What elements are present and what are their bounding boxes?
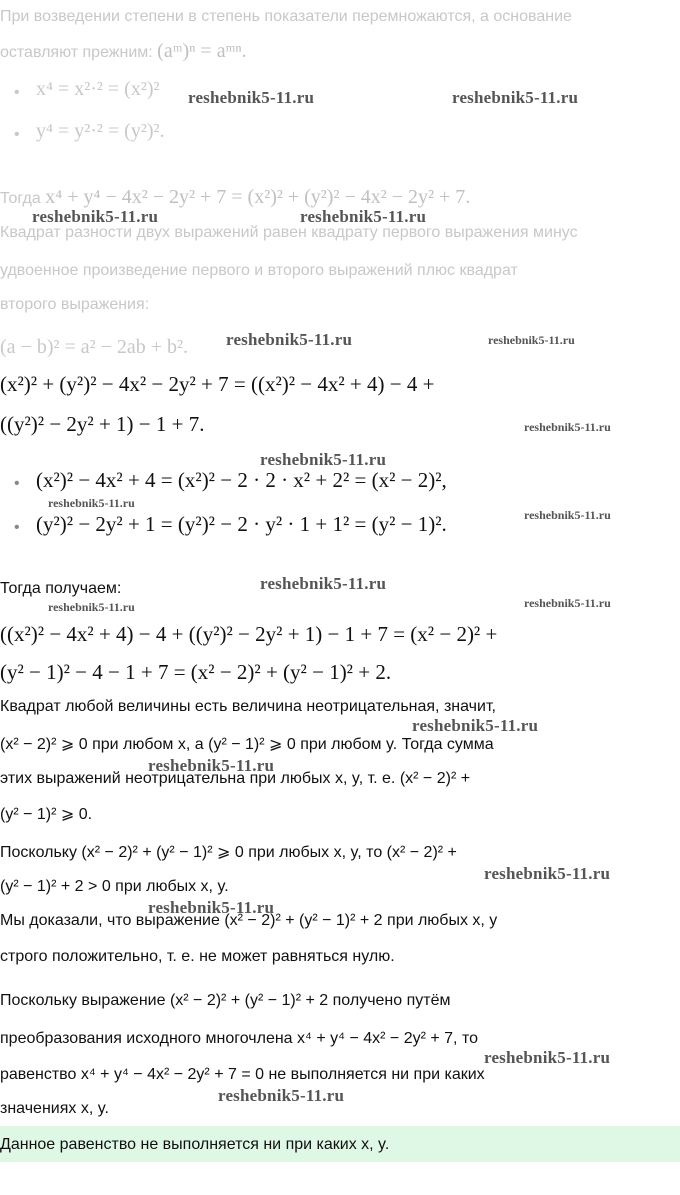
rule-exponent-formula: (aᵐ)ⁿ = aᵐⁿ. [157, 40, 247, 62]
rule-exponent-text: оставляют прежним: [0, 44, 158, 61]
paragraph-4-line4: значениях x, y. [0, 1100, 109, 1117]
paragraph-3-line1: Мы доказали, что выражение (x² − 2)² + (y² − 1)² + 2 при любых x, y [0, 912, 498, 929]
bullet-y-identity: (y²)² − 2y² + 1 = (y²)² − 2 · y² · 1 + 1² = (y² − 1)². [36, 512, 447, 536]
rule-exponent-line1: При возведении степени в степень показатели перемножаются, а основание [0, 8, 572, 25]
togda-poluchaem: Тогда получаем: [0, 580, 122, 597]
watermark: reshebnik5-11.ru [260, 450, 387, 469]
watermark: reshebnik5-11.ru [260, 574, 387, 593]
watermark: reshebnik5-11.ru [226, 330, 353, 349]
equation-1-line1: (x²)² + (y²)² − 4x² − 2y² + 7 = ((x²)² − 4x² + 4) − 4 + [0, 372, 435, 396]
bullet-marker: • [14, 126, 20, 143]
equation-1-line2: ((y²)² − 2y² + 1) − 1 + 7. [0, 412, 205, 436]
bullet-marker: • [14, 475, 20, 492]
paragraph-1-line2: (x² − 2)² ⩾ 0 при любом x, а (y² − 1)² ⩾ 0 при любом y. Тогда сумма [0, 736, 494, 753]
bullet-marker: • [14, 519, 20, 536]
watermark: reshebnik5-11.ru [218, 1086, 345, 1105]
watermark: reshebnik5-11.ru [48, 496, 135, 510]
bullet-x-identity: (x²)² − 4x² + 4 = (x²)² − 2 · 2 · x² + 2² = (x² − 2)², [36, 468, 447, 492]
watermark: reshebnik5-11.ru [412, 716, 539, 735]
watermark: reshebnik5-11.ru [524, 596, 611, 610]
watermark: reshebnik5-11.ru [524, 420, 611, 434]
watermark: reshebnik5-11.ru [488, 333, 575, 347]
rule-exponent-line2 [0, 40, 247, 63]
equation-2-line1: ((x²)² − 4x² + 4) − 4 + ((y²)² − 2y² + 1) − 1 + 7 = (x² − 2)² + [0, 622, 498, 646]
rule-square-line3: второго выражения: [0, 296, 150, 313]
watermark: reshebnik5-11.ru [188, 88, 315, 107]
rule-square-line2: удвоенное произведение первого и второго выражений плюс квадрат [0, 262, 518, 279]
watermark: reshebnik5-11.ru [484, 864, 611, 883]
watermark: reshebnik5-11.ru [32, 207, 159, 226]
watermark: reshebnik5-11.ru [452, 88, 579, 107]
rule-square-line1: Квадрат разности двух выражений равен квадрату первого выражения минус [0, 224, 578, 241]
watermark: reshebnik5-11.ru [48, 600, 135, 614]
watermark: reshebnik5-11.ru [148, 756, 275, 775]
watermark: reshebnik5-11.ru [148, 898, 275, 917]
paragraph-4-line3: равенство x⁴ + y⁴ − 4x² − 2y² + 7 = 0 не выполняется ни при каких [0, 1066, 485, 1083]
paragraph-4-line1: Поскольку выражение (x² − 2)² + (y² − 1)² + 2 получено путём [0, 992, 451, 1009]
faded-bullet-y4: y⁴ = y²·² = (y²)². [36, 120, 165, 142]
faded-togda-line [0, 186, 470, 209]
watermark: reshebnik5-11.ru [484, 1048, 611, 1067]
faded-bullet-x4: x⁴ = x²·² = (x²)² [36, 78, 160, 100]
paragraph-1-line1: Квадрат любой величины есть величина неотрицательная, значит, [0, 698, 496, 715]
paragraph-2-line2: (y² − 1)² + 2 > 0 при любых x, y. [0, 878, 229, 895]
togda-formula: x⁴ + y⁴ − 4x² − 2y² + 7 = (x²)² + (y²)² − 4x² − 2y² + 7. [45, 186, 471, 208]
paragraph-1-line3: этих выражений неотрицательна при любых x, y, т. е. (x² − 2)² + [0, 770, 471, 787]
togda-prefix: Тогда [0, 190, 46, 207]
answer-text: Данное равенство не выполняется ни при каких x, y. [0, 1136, 390, 1153]
paragraph-4-line2: преобразования исходного многочлена x⁴ + y⁴ − 4x² − 2y² + 7, то [0, 1030, 478, 1047]
paragraph-1-line4: (y² − 1)² ⩾ 0. [0, 806, 93, 823]
bullet-marker: • [14, 84, 20, 101]
rule-square-formula: (a − b)² = a² − 2ab + b². [0, 336, 189, 358]
watermark: reshebnik5-11.ru [300, 207, 427, 226]
paragraph-2-line1: Поскольку (x² − 2)² + (y² − 1)² ⩾ 0 при любых x, y, то (x² − 2)² + [0, 844, 457, 861]
equation-2-line2: (y² − 1)² − 4 − 1 + 7 = (x² − 2)² + (y² − 1)² + 2. [0, 660, 392, 684]
watermark: reshebnik5-11.ru [524, 508, 611, 522]
paragraph-3-line2: строго положительно, т. е. не может равняться нулю. [0, 948, 395, 965]
